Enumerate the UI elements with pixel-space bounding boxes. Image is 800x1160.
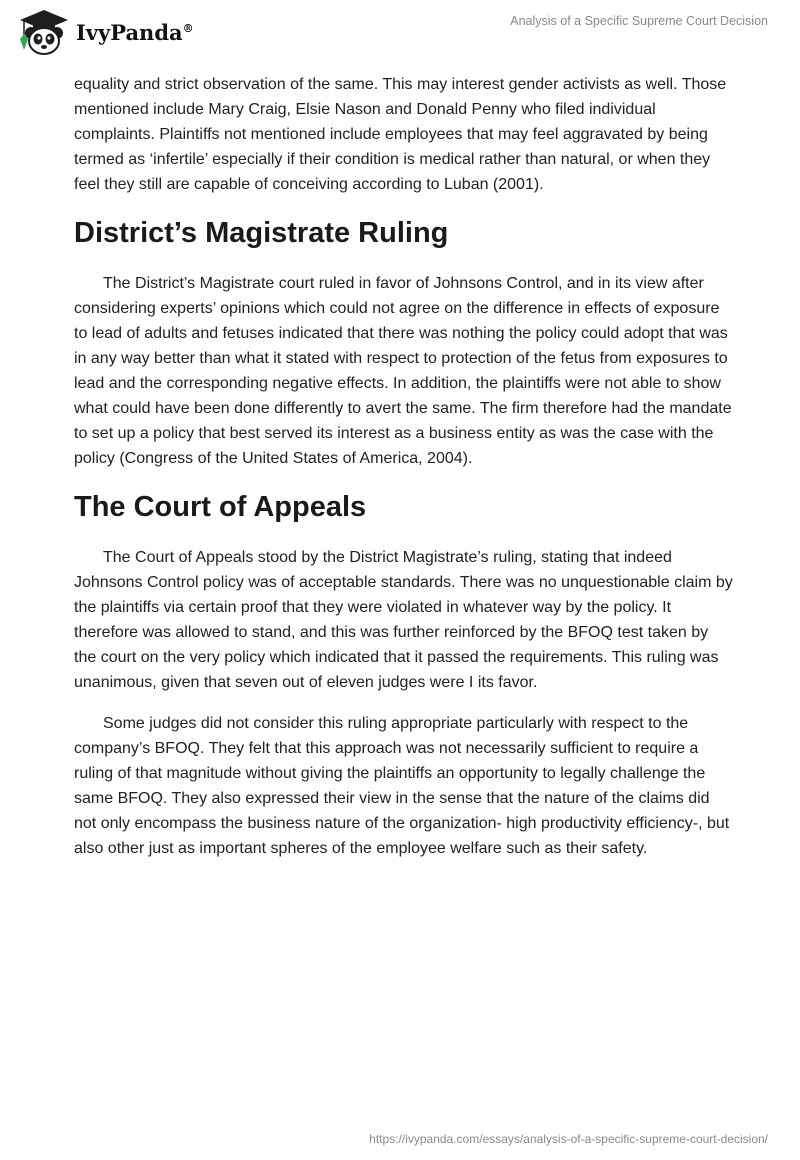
intro-paragraph: equality and strict observation of the same. This may interest gender activists as well. Those mentioned include Mary Craig, Elsie Nason and Donald Penny who filed individual complaints. Plaintiffs not mentioned include employees that may feel aggravated by being termed as ‘infertile’ especially if their condition is medical rather than natural, or when they feel they still are capable of conceiving according to Luban (2001). bbox=[74, 76, 727, 193]
court-of-appeals-paragraph-2: Some judges did not consider this ruling appropriate particularly with respect to the company’s BFOQ. They felt that this approach was not necessarily sufficient to require a ruling of that magnitude without giving the plaintiffs an opportunity to legally challenge the same BFOQ. They also expressed their view in the sense that the nature of the claims did not only encompass the business nature of the organization- high productivity efficiency-, but also other just as important spheres of the employee welfare such as their safety. bbox=[74, 715, 730, 857]
section-heading-district-magistrate: District’s Magistrate Ruling bbox=[74, 217, 449, 249]
page-header bbox=[0, 0, 800, 70]
ivypanda-logo-icon[interactable] bbox=[14, 8, 74, 58]
brand-name[interactable] bbox=[76, 20, 194, 45]
court-of-appeals-paragraph-1: The Court of Appeals stood by the District Magistrate’s ruling, stating that indeed Johnsons Control policy was of acceptable standards. There was no unquestionable claim by the plaintiffs via certain proof that they were violated in whatever way by the policy. It therefore was allowed to stand, and this was further reinforced by the BFOQ test taken by the court on the very policy which indicated that it passed the requirements. This ruling was unanimous, given that seven out of eleven judges were I its favor. bbox=[74, 549, 733, 691]
section-heading-court-of-appeals: The Court of Appeals bbox=[74, 491, 367, 523]
registered-mark: ® bbox=[182, 22, 194, 35]
essay-content bbox=[74, 72, 734, 877]
source-url-link[interactable]: https://ivypanda.com/essays/analysis-of-a-specific-supreme-court-decision/ bbox=[369, 1132, 768, 1146]
brand-text: IvyPanda bbox=[76, 20, 183, 45]
document-title: Analysis of a Specific Supreme Court Decision bbox=[510, 14, 768, 28]
district-magistrate-paragraph: The District’s Magistrate court ruled in favor of Johnsons Control, and in its view after considering experts’ opinions which could not agree on the difference in effects of exposure to lead of adults and fetuses indicated that there was nothing the policy could adopt that was in any way better than what it stated with respect to protection of the fetus from exposures to lead and the corresponding negative effects. In addition, the plaintiffs were not able to show what could have been done differently to avert the same. The firm therefore had the mandate to set up a policy that best served its interest as a business entity as was the case with the policy (Congress of the United States of America, 2004). bbox=[74, 275, 732, 467]
